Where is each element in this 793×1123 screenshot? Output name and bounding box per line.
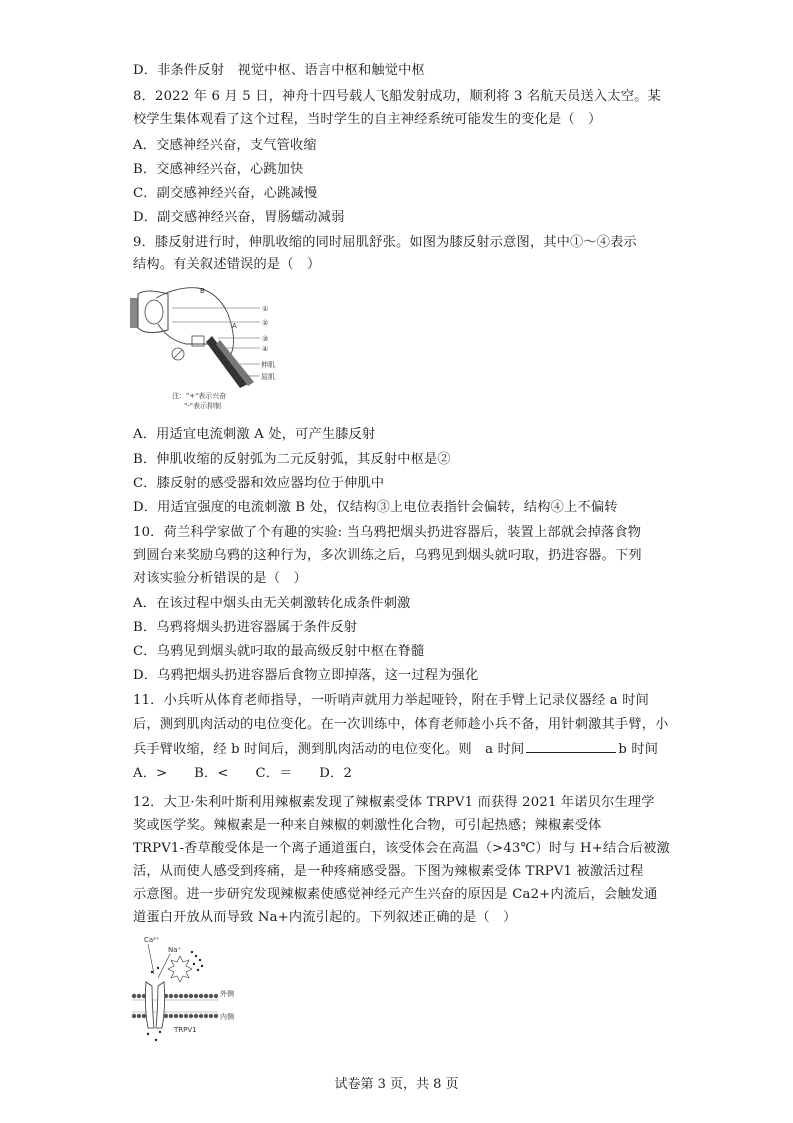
q10-stem-line1: 10．荷兰科学家做了个有趣的实验: 当乌鸦把烟头扔进容器后，装置上部就会掉落食物 [133,525,642,540]
outside-label: 外侧 [220,990,234,998]
knee-reflex-figure [128,284,288,414]
q10-option-b: B．乌鸦将烟头扔进容器属于条件反射 [133,620,358,635]
label-b: B [200,287,205,295]
mark-2: ② [262,319,269,327]
mark-1: ① [262,305,269,313]
na-pointer [158,954,170,978]
q10-option-a: A．在该过程中烟头由无关刺激转化成条件刺激 [133,596,411,611]
q9-option-b: B．伸肌收缩的反射弧为二元反射弧，其反射中枢是② [133,452,451,467]
inside-label: 内侧 [220,1013,234,1021]
q11-stem-before-blank: 兵手臂收缩，经 b 时间后，测到肌肉活动的电位变化。则 a 时间 [133,742,525,757]
q10-stem-line3: 对该实验分析错误的是（ ） [133,571,308,586]
q9-option-c: C．膝反射的感受器和效应器均位于伸肌中 [133,476,385,491]
q8-option-c: C．副交感神经兴奋，心跳减慢 [133,186,318,201]
q7-option-d: D．非条件反射 视觉中枢、语言中枢和触觉中枢 [133,63,425,78]
q9-option-d: D．用适宜强度的电流刺激 B 处，仅结构③上电位表指针会偏转，结构④上不偏转 [133,500,618,515]
capsaicin-burst-icon [168,956,192,982]
ion-na-label: Na⁺ [168,946,182,954]
trpv1-label: TRPV1 [174,1026,197,1034]
label-flexor: 屈肌 [261,373,275,381]
q8-option-a: A．交感神经兴奋，支气管收缩 [133,138,317,153]
note-line2: "-"表示抑制 [184,402,221,410]
q10-stem-line2: 到圆台来奖励乌鸦的这种行为，多次训练之后，乌鸦见到烟头就叼取，扔进容器。下列 [133,548,642,563]
q11-stem-line2: 后，测到肌肉活动的电位变化。在一次训练中，体育老师趁小兵不备，用针刺激其手臂，小 [133,717,669,732]
page-footer: 试卷第 3 页，共 8 页 [334,1077,459,1092]
motor-nerve [158,324,214,344]
q9-option-a: A．用适宜电流刺激 A 处，可产生膝反射 [133,427,376,442]
spinal-cord-outline [138,291,168,333]
channel-right-subunit [156,982,165,1028]
q8-option-d: D．副交感神经兴奋，胃肠蠕动减弱 [133,210,345,225]
q8-stem-line1: 8．2022 年 6 月 5 日，神舟十四号载人飞船发射成功，顺利将 3 名航天员送入太空。某 [133,89,661,104]
q12-stem-line2: 奖或医学奖。辣椒素是一种来自辣椒的刺激性化合物，可引起热感；辣椒素受体 [133,818,602,833]
q12-stem-line4: 活，从而使人感受到疼痛，是一种疼痛感受器。下图为辣椒素受体 TRPV1 被激活过程 [133,864,644,879]
q11-answer-blank [526,740,616,753]
mark-3: ③ [262,335,269,343]
note-line1: 注："+"表示兴奋 [172,392,227,400]
q9-stem-line2: 结构。有关叙述错误的是（ ） [133,257,321,272]
extensor-muscle [206,336,248,388]
lipid-bilayer [132,994,218,1018]
channel-left-subunit [145,982,154,1028]
ca-pointer [148,944,154,974]
meter-4-needle [174,350,182,358]
gray-matter [145,300,163,324]
q11-options: A．> B．< C．＝ D．2 [133,766,353,781]
q11-stem-line3 [133,740,658,759]
mark-4: ④ [262,345,269,353]
q11-stem-after-blank: b 时间 [618,742,659,757]
q12-stem-line3: TRPV1-香草酸受体是一个离子通道蛋白，该受体会在高温（>43℃）时与 H+结合后被激 [133,841,670,856]
q12-stem-line1: 12．大卫·朱利叶斯利用辣椒素发现了辣椒素受体 TRPV1 而获得 2021 年诺贝尔生理学 [133,795,655,810]
q12-stem-line5: 示意图。进一步研究发现辣椒素使感觉神经元产生兴奋的原因是 Ca2+内流后，会触发通 [133,887,658,902]
q9-stem-line1: 9．膝反射进行时，伸肌收缩的同时屈肌舒张。如图为膝反射示意图，其中①～④表示 [133,235,637,250]
ion-ca-label: Ca²⁺ [144,936,160,944]
meter-3 [192,336,204,346]
q8-option-b: B．交感神经兴奋，心跳加快 [133,162,304,177]
label-a: A [232,322,237,330]
trpv1-figure [130,934,240,1049]
label-extensor: 伸肌 [261,361,275,369]
q10-option-c: C．乌鸦见到烟头就叼取的最高级反射中枢在脊髓 [133,644,425,659]
q12-stem-line6: 道蛋白开放从而导致 Na+内流引起的。下列叙述正确的是（ ） [133,910,517,925]
q11-stem-line1: 11．小兵听从体育老师指导，一听哨声就用力举起哑铃，附在手臂上记录仪器经 a 时间 [133,693,649,708]
q8-stem-line2: 校学生集体观看了这个过程，当时学生的自主神经系统可能发生的变化是（ ） [133,112,602,127]
q10-option-d: D．乌鸦把烟头扔进容器后食物立即掉落，这一过程为强化 [133,668,479,683]
spinal-cord-left-block [130,298,138,328]
